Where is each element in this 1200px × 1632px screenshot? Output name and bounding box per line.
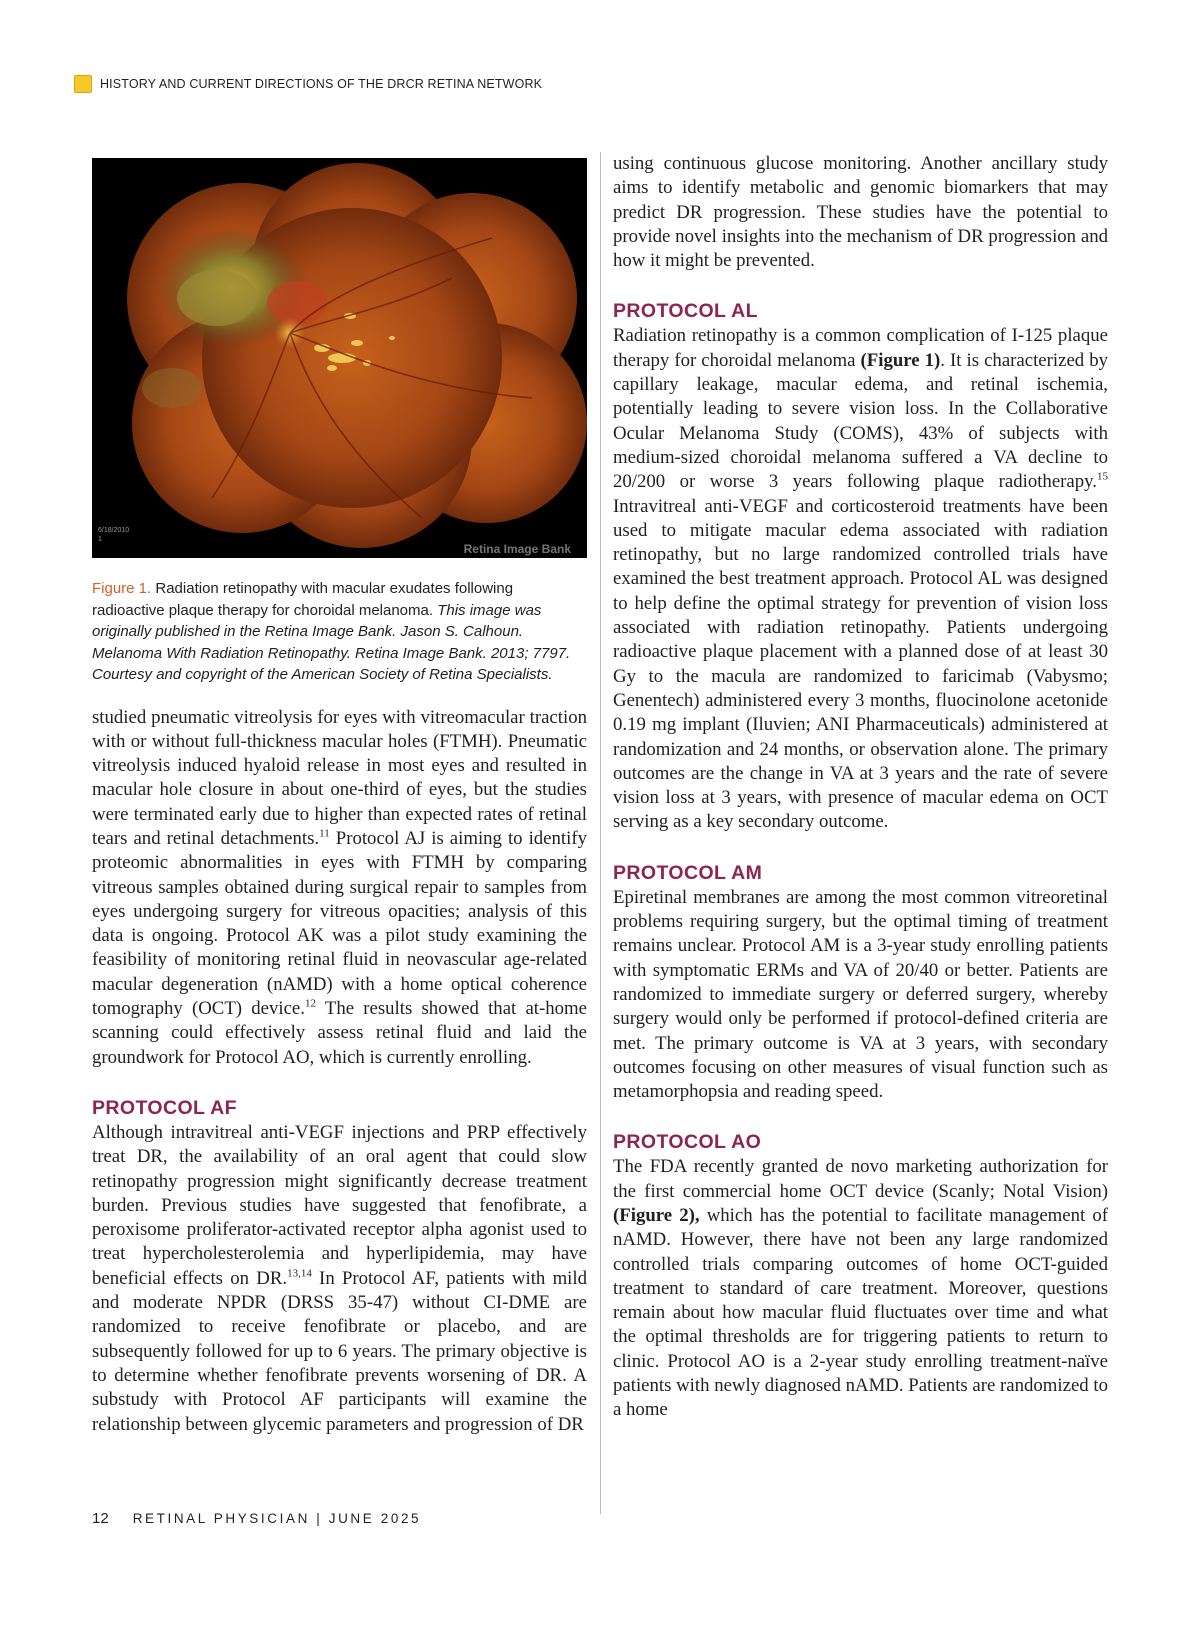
page-footer — [92, 1510, 421, 1527]
protocol-al-paragraph: Radiation retinopathy is a common complication of I-125 plaque therapy for choroidal melanoma (Figure 1). It is characterized by capillary leakage, macular edema, and retinal ischemia, potentially leading to severe vision loss. In the Collaborative Ocular Melanoma Study (COMS), 43% of subjects with medium-sized choroidal melanoma suffered a VA decline to 20/200 or worse 3 years following plaque radiotherapy.$^{15}$ Intravitreal anti-VEGF and corticosteroid treatments have been used to mitigate macular edema associated with radiation retinopathy, but no large randomized controlled trials have examined the best treatment approach. Protocol AL was designed to help define the optimal strategy for prevention of vision loss associated with radiation retinopathy. Patients undergoing radioactive plaque placement with a planned dose of at least 30 Gy to the macula are randomized to faricimab (Vabysmo; Genentech) administered every 3 months, fluocinolone acetonide 0.19 mg implant (Iluvien; ANI Pharmaceuticals) administered at randomization and 24 months, or observation alone. The primary outcomes are the change in VA at 3 years and the rate of severe vision loss at 3 years, with presence of macular edema on OCT serving as a key secondary outcome. — [613, 325, 1108, 833]
reference-15: 15 — [1097, 471, 1108, 483]
heading-protocol-am: PROTOCOL AM — [613, 861, 763, 884]
figure-2-reference: (Figure 2), — [613, 1204, 700, 1226]
left-column — [92, 158, 587, 1437]
fundus-photo-illustration — [92, 158, 587, 558]
figure-1 — [92, 158, 587, 686]
fundus-photograph — [92, 158, 587, 558]
heading-protocol-al: PROTOCOL AL — [613, 300, 758, 323]
retina-image-bank-watermark: Retina Image Bank — [463, 542, 571, 556]
reference-12: 12 — [304, 997, 316, 1010]
protocol-am-paragraph: Epiretinal membranes are among the most common vitreoretinal problems requiring surgery, but the optimal timing of treatment remains unclear. Protocol AM is a 3-year study enrolling patients with symptomatic ERMs and VA of 20/40 or better. Patients are randomized to immediate surgery or deferred surgery, whereby surgery would only be performed if protocol-defined criteria are met. The primary outcome is VA at 3 years, with secondary outcomes focusing on other measures of visual function such as metamorphopsia and reading speed. — [613, 886, 1108, 1103]
reference-11: 11 — [319, 827, 330, 840]
left-paragraph-1: studied pneumatic vitreolysis for eyes with vitreomacular traction with or without full-thickness macular holes (FTMH). Pneumatic vitreolysis induced hyaloid release in most eyes and resulted in macular hole closure in about one-third of eyes, but the studies were terminated early due to higher than expected rates of retinal tears and retinal detachments.$^{11}$ Protocol AJ is aiming to identify proteomic abnormalities in eyes with FTMH by comparing vitreous samples obtained during surgical repair to samples from eyes undergoing surgery for vitreous opacities; analysis of this data is ongoing. Protocol AK was a pilot study examining the feasibility of monitoring retinal fluid in neovascular age-related macular degeneration (nAMD) with a home optical coherence tomography (OCT) device.$^{12}$ The results showed that at-home scanning could effectively assess retinal fluid and laid the groundwork for Protocol AO, which is currently enrolling. — [92, 706, 587, 1068]
figure-1-caption — [92, 578, 587, 686]
caption-text: Radiation retinopathy with macular exudates following radioactive plaque therapy for choroidal melanoma. — [92, 580, 514, 619]
figure-1-reference: (Figure 1) — [860, 349, 941, 371]
caption-credit: This image was originally published in the Retina Image Bank. Jason S. Calhoun. Melanoma With Radiation Retinopathy. Retina Image Bank. 2013; 7797. Courtesy and copyright of the American Society of Retina Specialists. — [92, 601, 571, 683]
section-marker-icon — [74, 75, 92, 93]
protocol-af-paragraph: Although intravitreal anti-VEGF injections and PRP effectively treat DR, the availability of an oral agent that could slow retinopathy progression might significantly decrease treatment burden. Previous studies have suggested that fenofibrate, a peroxisome proliferator-activated receptor alpha agonist used to treat hypercholesterolemia and hyperlipidemia, may have beneficial effects on DR.$^{13,14}$ In Protocol AF, patients with mild and moderate NPDR (DRSS 35-47) without CI-DME are randomized to receive fenofibrate or placebo, and are subsequently followed for up to 6 years. The primary objective is to determine whether fenofibrate prevents worsening of DR. A substudy with Protocol AF participants will examine the relationship between glycemic parameters and progression of DR — [92, 1121, 587, 1435]
photo-date-stamp: 6/18/2010 1 — [98, 527, 130, 543]
column-divider — [600, 152, 601, 1514]
running-header-title: HISTORY AND CURRENT DIRECTIONS OF THE DRCR RETINA NETWORK — [100, 77, 543, 91]
page-number: 12 — [92, 1510, 109, 1527]
running-header — [74, 72, 542, 96]
reference-13-14: 13,14 — [287, 1267, 312, 1280]
heading-protocol-ao: PROTOCOL AO — [613, 1131, 762, 1154]
right-column — [613, 152, 1108, 1423]
protocol-ao-paragraph: The FDA recently granted de novo marketing authorization for the first commercial home OCT device (Scanly; Notal Vision) (Figure 2), which has the potential to facilitate management of nAMD. However, there have not been any large randomized controlled trials comparing outcomes of home OCT-guided treatment to standard of care treatment. Moreover, questions remain about how macular fluid fluctuates over time and what the optimal thresholds are for triggering patients to return to clinic. Protocol AO is a 2-year study enrolling treatment-naïve patients with newly diagnosed nAMD. Patients are randomized to a home — [613, 1156, 1108, 1421]
publication-name: RETINAL PHYSICIAN | JUNE 2025 — [132, 1511, 422, 1526]
heading-protocol-af: PROTOCOL AF — [92, 1096, 237, 1119]
right-paragraph-continued: using continuous glucose monitoring. Another ancillary study aims to identify metabolic and genomic biomarkers that may predict DR progression. These studies have the potential to provide novel insights into the mechanism of DR progression and how it might be prevented. — [613, 153, 1108, 272]
caption-label: Figure 1. — [92, 580, 152, 597]
